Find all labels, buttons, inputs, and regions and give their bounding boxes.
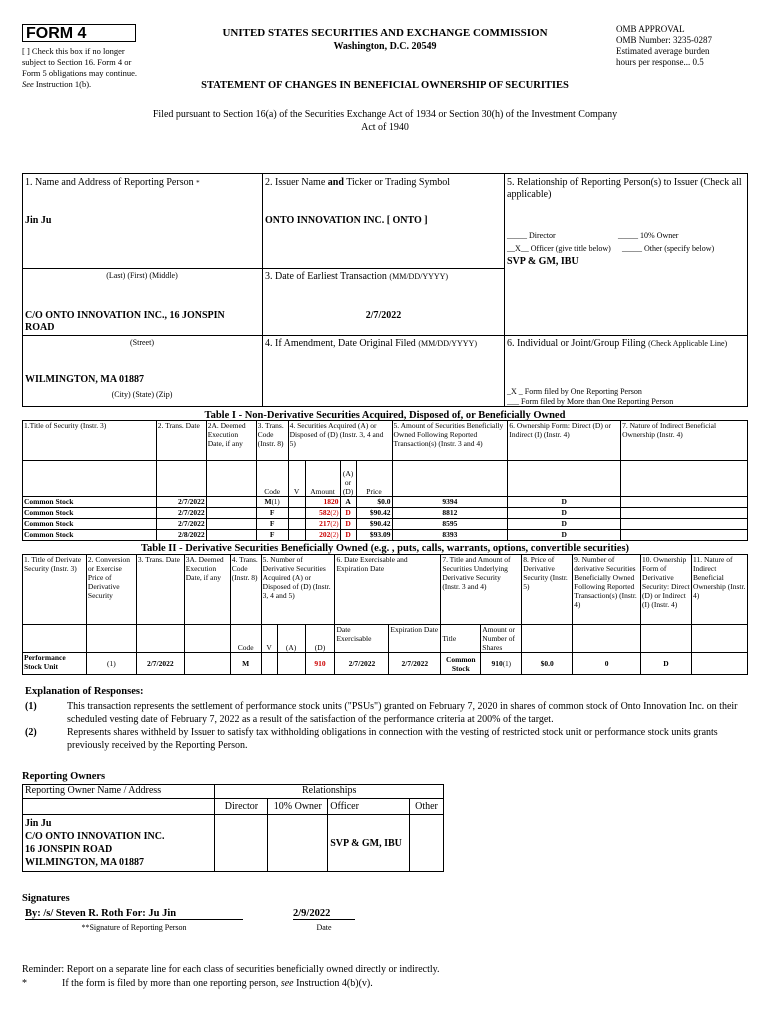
table1-non-derivative: 1.Title of Security (Instr. 3) 2. Trans. Date 2A. Deemed Execution Date, if any 3. Trans. Code (Instr. 8) 4. Securities Acquired (A) or Disposed of (D) (Instr. 3, 4 and 5) 5. Amount of Securities Beneficially Owned Following Reported Transaction(s) (Instr. 3 and 4) 6. Ownership Form: Direct (D) or Indirect (I) (Instr. 4) 7. Nature of Indirect Beneficial Ownership (Instr. 4) Code V Amount (A) or (D) Price Common Stock 2/7/2022 M(1) 1820 A $0.0 9394 D Common Stock 2/7/2022 F 582(2) D $90.42 8812 D Common Stock 2/7/2022 F 217(2) D $90.42 8595 D Common Stock 2/8/2022 F 202(2) D $93.09 8393 D xyxy=(22,420,748,541)
ten-pct-owner-check: _____ 10% Owner xyxy=(618,231,679,240)
reporting-owners-title: Reporting Owners xyxy=(22,771,106,782)
omb-approval: OMB APPROVAL OMB Number: 3235-0287 Estimated average burden hours per response... 0.5 xyxy=(616,24,712,67)
signature-by: By: /s/ Steven R. Roth For: Ju Jin xyxy=(25,908,243,920)
explanation-item: (2) Represents shares withheld by Issuer to satisfy tax withholding obligations in connection with the vesting of restricted stock unit or performance stock units grants previously received by the Reporting Person. xyxy=(25,727,718,751)
explanation-list xyxy=(25,700,750,752)
table-row: Common Stock 2/7/2022 F 582(2) D $90.42 8812 D xyxy=(23,508,748,519)
table-row: Common Stock 2/7/2022 M(1) 1820 A $0.0 9394 D xyxy=(23,497,748,508)
city-caption: (City) (State) (Zip) xyxy=(111,390,173,399)
officer-check: __X__ Officer (give title below) xyxy=(507,244,611,253)
reporting-person-street: C/O ONTO INNOVATION INC., 16 JONSPIN ROAD xyxy=(25,310,225,333)
statement-title: STATEMENT OF CHANGES IN BENEFICIAL OWNERSHIP OF SECURITIES xyxy=(201,80,569,91)
other-check: _____ Other (specify below) xyxy=(622,244,715,253)
explanation-title: Explanation of Responses: xyxy=(25,686,144,697)
form-title: FORM 4 xyxy=(22,24,136,42)
filing-option-one: _X _ Form filed by One Reporting Person xyxy=(507,387,642,396)
filing-option-group: ___ Form filed by More than One Reporting Person xyxy=(507,397,674,406)
table-row: Common Stock 2/8/2022 F 202(2) D $93.09 8393 D xyxy=(23,530,748,541)
street-caption: (Street) xyxy=(130,338,154,347)
agency-name: UNITED STATES SECURITIES AND EXCHANGE COMMISSION xyxy=(222,27,548,39)
director-check: _____ Director xyxy=(507,231,556,240)
date-caption: Date xyxy=(316,923,332,932)
signature-caption: **Signature of Reporting Person xyxy=(81,923,187,932)
table-row: Common Stock 2/7/2022 F 217(2) D $90.42 8595 D xyxy=(23,519,748,530)
earliest-transaction-date: 2/7/2022 xyxy=(365,310,402,321)
agency-city: Washington, D.C. 20549 xyxy=(333,41,437,52)
reporting-info-grid xyxy=(22,173,748,407)
table-row: Jin Ju C/O ONTO INNOVATION INC. 16 JONSPIN ROAD WILMINGTON, MA 01887 SVP & GM, IBU xyxy=(23,815,444,872)
check-box-notice: [ ] Check this box if no longer subject to Section 16. Form 4 or Form 5 obligations may continue. See Instruction 1(b). xyxy=(22,46,137,89)
reporting-owners-table: Reporting Owner Name / Address Relationships Director 10% Owner Officer Other Jin Ju C/O ONTO INNOVATION INC. 16 JONSPIN ROAD WILMINGTON, MA 01887 SVP & GM, IBU xyxy=(22,784,444,872)
box2-label: 2. Issuer Name and Ticker or Trading Symbol xyxy=(265,177,451,188)
reminder-text: Reminder: Report on a separate line for each class of securities beneficially owned directly or indirectly. xyxy=(22,964,440,975)
signatures-title: Signatures xyxy=(22,893,70,904)
name-caption: (Last) (First) (Middle) xyxy=(106,271,178,280)
signature-date: 2/9/2022 xyxy=(293,908,355,920)
box4-label: 4. If Amendment, Date Original Filed (MM/DD/YYYY) xyxy=(265,338,477,349)
box3-label: 3. Date of Earliest Transaction (MM/DD/YYYY) xyxy=(265,271,449,282)
table-row: Performance Stock Unit (1) 2/7/2022 M 910 2/7/2022 2/7/2022 Common Stock 910(1) $0.0 0 D xyxy=(23,653,748,675)
officer-title: SVP & GM, IBU xyxy=(507,256,579,267)
reporting-person-name: Jin Ju xyxy=(25,215,52,226)
box5-label: 5. Relationship of Reporting Person(s) to Issuer (Check all applicable) xyxy=(507,177,742,200)
explanation-item: (1) This transaction represents the settlement of performance stock units ("PSUs") granted on February 7, 2020 in shares of common stock of Onto Innovation Inc. on their scheduled vesting date of February 7, 2022 as a result of the satisfaction of the performance criteria at 200% of the target. xyxy=(25,701,738,725)
table1-title: Table I - Non-Derivative Securities Acquired, Disposed of, or Beneficially Owned xyxy=(204,410,566,421)
table2-title: Table II - Derivative Securities Beneficially Owned (e.g. , puts, calls, warrants, options, convertible securities) xyxy=(140,543,630,554)
table2-derivative: 1. Title of Derivate Security (Instr. 3) 2. Conversion or Exercise Price of Derivative Security 3. Trans. Date 3A. Deemed Execution Date, if any 4. Trans. Code (Instr. 8) 5. Number of Derivative Securities Acquired (A) or Disposed of (D) (Instr. 3, 4 and 5) 6. Date Exercisable and Expiration Date 7. Title and Amount of Securities Underlying Derivative Security (Instr. 3 and 4) 8. Price of Derivative Security (Instr. 5) 9. Number of derivative Securities Beneficially Owned Following Reported Transaction(s) (Instr. 4) 10. Ownership Form of Derivative Security: Direct (D) or Indirect (I) (Instr. 4) 11. Nature of Indirect Beneficial Ownership (Instr. 4) Code V (A) (D) Date Exercisable Expiration Date Title Amount or Number of Shares Performance Stock Unit (1) 2/7/2022 M 910 2/7/2022 2/7/2022 Common Stock 910(1) $0.0 0 D xyxy=(22,554,748,675)
issuer-name: ONTO INNOVATION INC. [ ONTO ] xyxy=(265,215,428,226)
filed-pursuant: Filed pursuant to Section 16(a) of the Securities Exchange Act of 1934 or Section 30(h) of the Investment Company Act of 1940 xyxy=(152,109,618,133)
box1-label: 1. Name and Address of Reporting Person * xyxy=(25,177,200,188)
reporting-person-city: WILMINGTON, MA 01887 xyxy=(25,374,144,385)
multiple-reporter-note: * If the form is filed by more than one reporting person, see Instruction 4(b)(v). xyxy=(22,978,373,989)
box6-label: 6. Individual or Joint/Group Filing (Check Applicable Line) xyxy=(507,338,728,349)
